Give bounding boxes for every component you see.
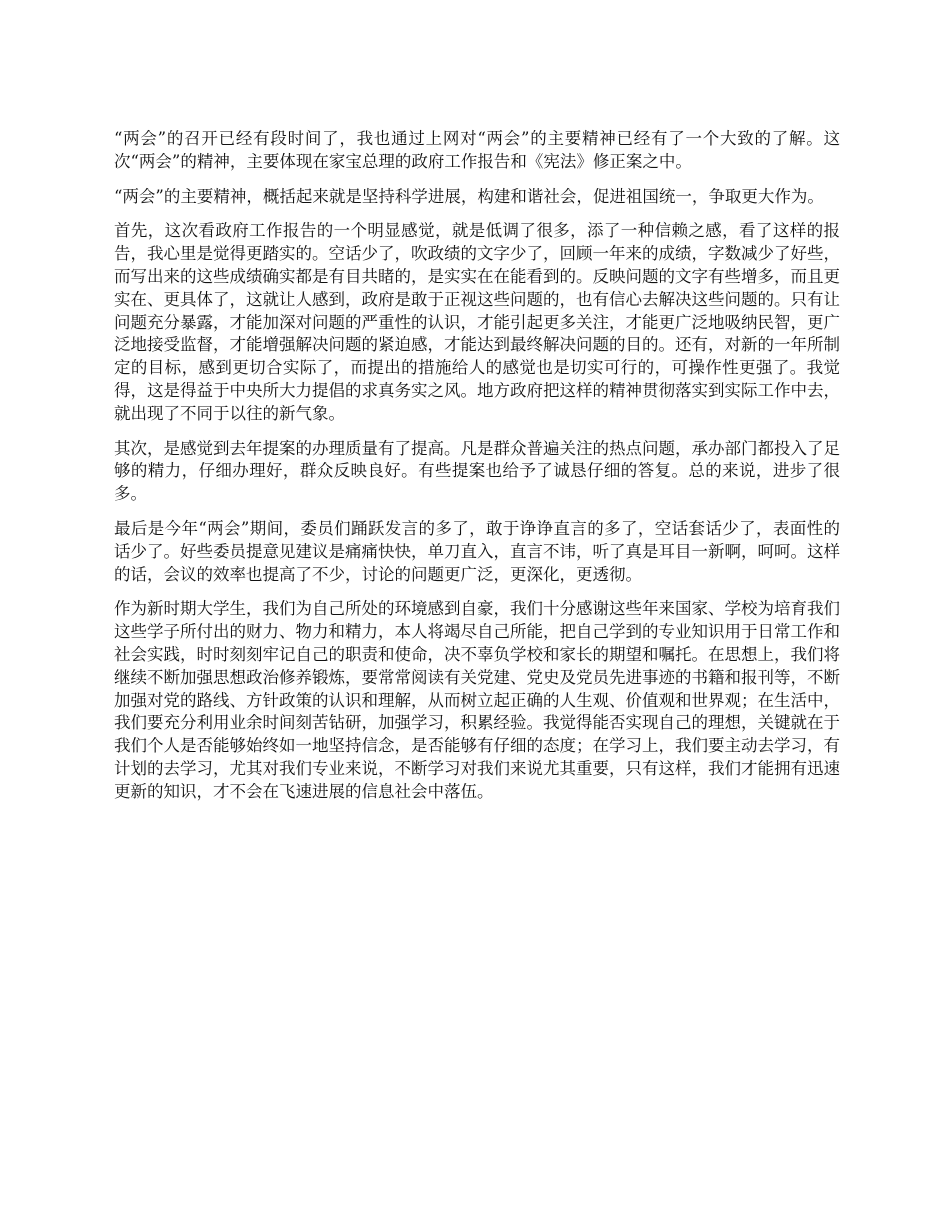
document-body xyxy=(114,128,840,816)
paragraph-1: “两会”的召开已经有段时间了，我也通过上网对“两会”的主要精神已经有了一个大致的了解。这次“两会”的精神，主要体现在家宝总理的政府工作报告和《宪法》修正案之中。 xyxy=(114,129,840,171)
paragraph-6: 作为新时期大学生，我们为自己所处的环境感到自豪，我们十分感谢这些年来国家、学校为培育我们这些学子所付出的财力、物力和精力，本人将竭尽自己所能，把自己学到的专业知识用于日常工作和社会实践，时时刻刻牢记自己的职责和使命，决不辜负学校和家长的期望和嘱托。在思想上，我们将继续不断加强思想政治修养锻炼，要常常阅读有关党建、党史及党员先进事迹的书籍和报刊等，不断加强对党的路线、方针政策的认识和理解，从而树立起正确的人生观、价值观和世界观；在生活中，我们要充分利用业余时间刻苦钻研，加强学习，积累经验。我觉得能否实现自己的理想，关键就在于我们个人是否能够始终如一地坚持信念，是否能够有仔细的态度；在学习上，我们要主动去学习，有计划的去学习，尤其对我们专业来说，不断学习对我们来说尤其重要，只有这样，我们才能拥有迅速更新的知识，才不会在飞速进展的信息社会中落伍。 xyxy=(114,599,840,801)
paragraph-2: “两会”的主要精神，概括起来就是坚持科学进展，构建和谐社会，促进祖国统一，争取更大作为。 xyxy=(114,186,824,206)
paragraph-5: 最后是今年“两会”期间，委员们踊跃发言的多了，敢于诤诤直言的多了，空话套话少了，表面性的话少了。好些委员提意见建议是痛痛快快，单刀直入，直言不讳，听了真是耳目一新啊，呵呵。这样的话，会议的效率也提高了不少，讨论的问题更广泛，更深化，更透彻。 xyxy=(114,518,840,584)
paragraph-4: 其次，是感觉到去年提案的办理质量有了提高。凡是群众普遍关注的热点问题，承办部门都投入了足够的精力，仔细办理好，群众反映良好。有些提案也给予了诚恳仔细的答复。总的来说，进步了很多。 xyxy=(114,438,840,504)
paragraph-3: 首先，这次看政府工作报告的一个明显感觉，就是低调了很多，添了一种信赖之感，看了这样的报告，我心里是觉得更踏实的。空话少了，吹政绩的文字少了，回顾一年来的成绩，字数减少了好些，而写出来的这些成绩确实都是有目共睹的，是实实在在能看到的。反映问题的文字有些增多，而且更实在、更具体了，这就让人感到，政府是敢于正视这些问题的，也有信心去解决这些问题的。只有让问题充分暴露，才能加深对问题的严重性的认识，才能引起更多关注，才能更广泛地吸纳民智，更广泛地接受监督，才能增强解决问题的紧迫感，才能达到最终解决问题的目的。还有，对新的一年所制定的目标，感到更切合实际了，而提出的措施给人的感觉也是切实可行的，可操作性更强了。我觉得，这是得益于中央所大力提倡的求真务实之风。地方政府把这样的精神贯彻落实到实际工作中去，就出现了不同于以往的新气象。 xyxy=(114,221,840,423)
